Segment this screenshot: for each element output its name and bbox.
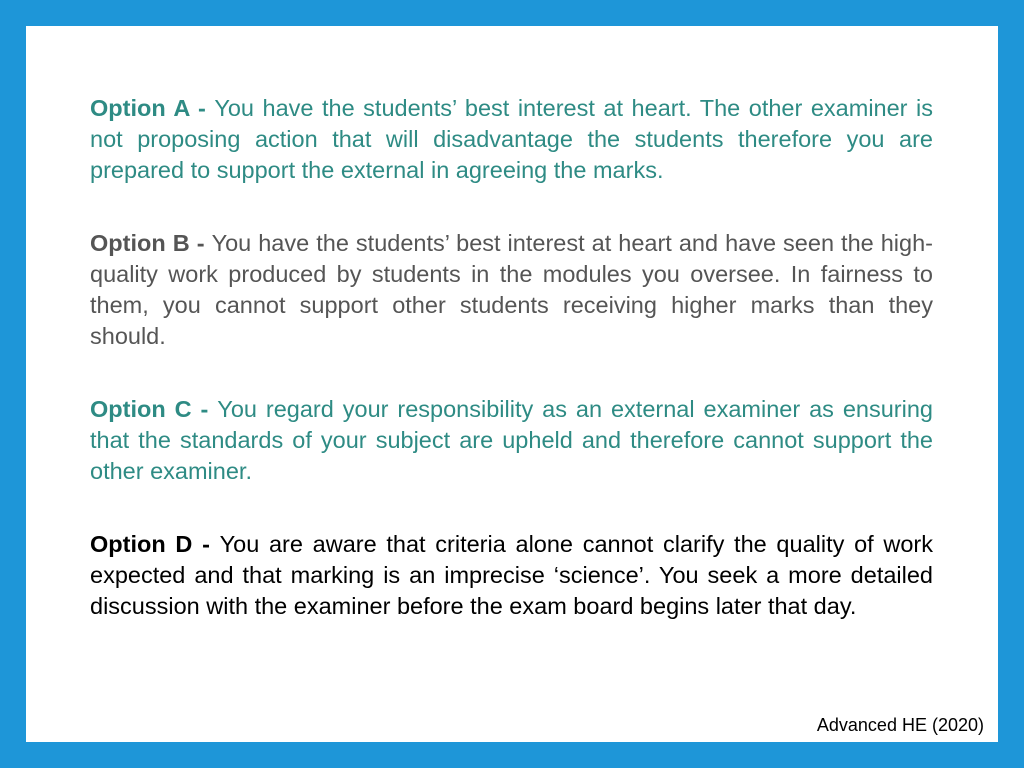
option-c-text: You regard your responsibility as an external examiner as ensuring that the standards of your subject are upheld and therefore cannot support the other examiner. [90, 396, 933, 484]
option-d-label: Option D - [90, 531, 220, 557]
option-c-paragraph [90, 394, 933, 487]
option-b-text: You have the students’ best interest at heart and have seen the high-quality work produced by students in the modules you oversee. In fairness to them, you cannot support other students receiving higher marks than they should. [90, 230, 933, 349]
option-a-label: Option A - [90, 95, 215, 121]
option-b-label: Option B - [90, 230, 212, 256]
option-a-text: You have the students’ best interest at heart. The other examiner is not proposing action that will disadvantage the students therefore you are prepared to support the external in agreeing the marks. [90, 95, 933, 183]
option-b-paragraph [90, 228, 933, 352]
option-d-text: You are aware that criteria alone cannot clarify the quality of work expected and that marking is an imprecise ‘science’. You seek a more detailed discussion with the examiner before the exam board begins later that day. [90, 531, 933, 619]
slide-content [26, 26, 998, 742]
option-c-label: Option C - [90, 396, 218, 422]
source-credit: Advanced HE (2020) [816, 715, 984, 735]
option-a-paragraph [90, 93, 933, 186]
option-d-paragraph [90, 529, 933, 622]
